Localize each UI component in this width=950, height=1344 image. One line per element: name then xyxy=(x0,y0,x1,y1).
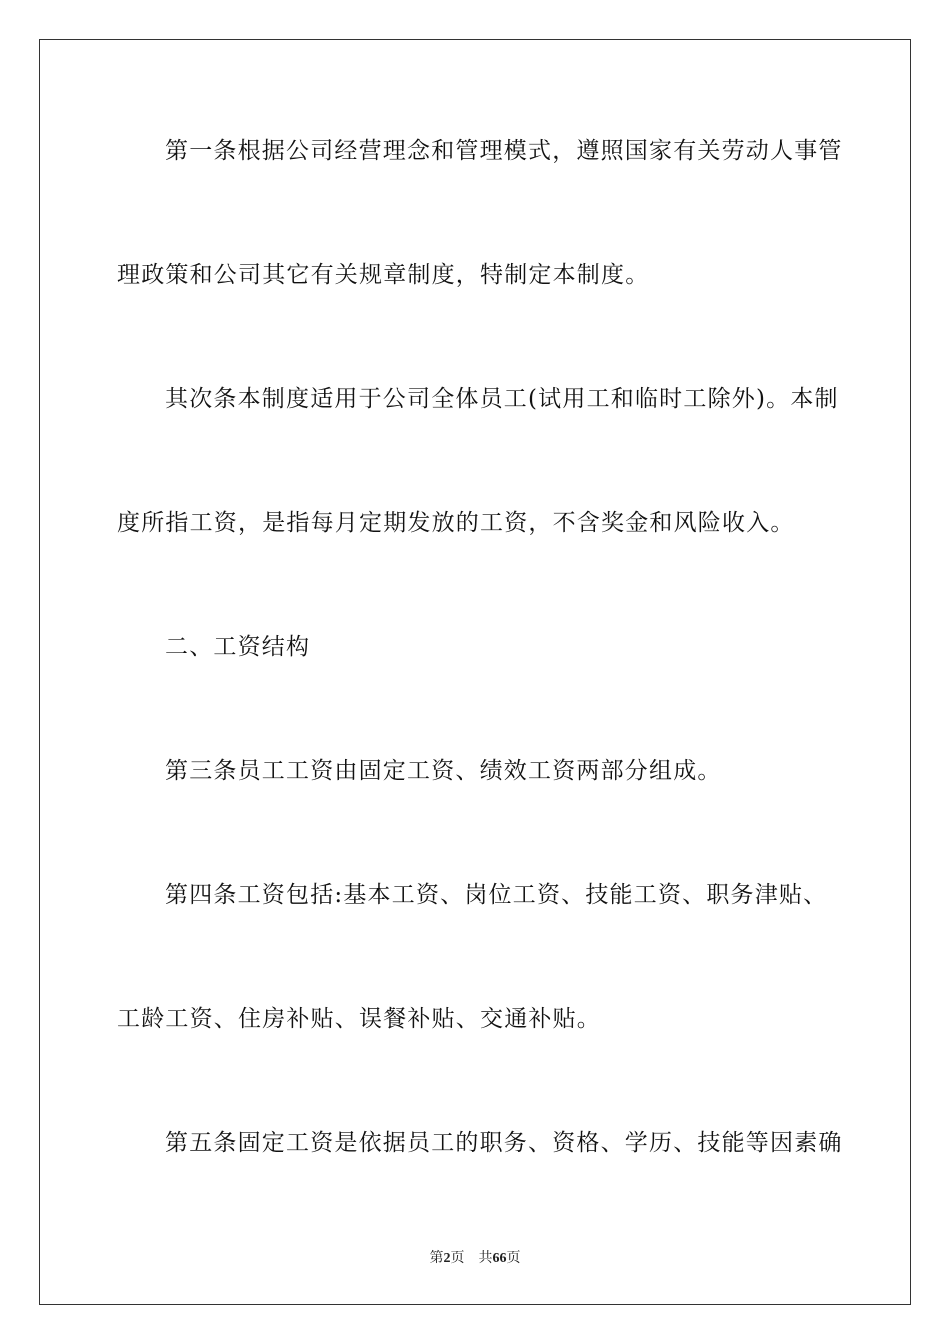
paragraph-article-3: 第三条员工工资由固定工资、绩效工资两部分组成。 xyxy=(165,758,722,784)
footer-total-pages: 66 xyxy=(492,1251,507,1266)
paragraph-article-4-line-1: 第四条工资包括:基本工资、岗位工资、技能工资、职务津贴、 xyxy=(165,882,828,908)
paragraph-article-1-line-1: 第一条根据公司经营理念和管理模式，遵照国家有关劳动人事管 xyxy=(165,138,843,164)
page-footer xyxy=(0,1249,950,1268)
section-heading-wage-structure: 二、工资结构 xyxy=(165,634,311,660)
paragraph-article-4-line-2: 工龄工资、住房补贴、误餐补贴、交通补贴。 xyxy=(117,1006,601,1032)
paragraph-article-2-line-2: 度所指工资，是指每月定期发放的工资，不含奖金和风险收入。 xyxy=(117,510,795,536)
footer-page-prefix: 第 xyxy=(429,1250,444,1266)
footer-total-suffix: 页 xyxy=(506,1250,521,1266)
footer-total-prefix: 共 xyxy=(478,1250,493,1266)
footer-page-number: 2 xyxy=(443,1251,451,1266)
paragraph-article-1-line-2: 理政策和公司其它有关规章制度，特制定本制度。 xyxy=(117,262,650,288)
footer-page-suffix: 页 xyxy=(450,1250,465,1266)
page-border xyxy=(39,39,911,1305)
paragraph-article-5-line-1: 第五条固定工资是依据员工的职务、资格、学历、技能等因素确 xyxy=(165,1130,843,1156)
paragraph-article-2-line-1: 其次条本制度适用于公司全体员工(试用工和临时工除外)。本制 xyxy=(165,386,839,412)
